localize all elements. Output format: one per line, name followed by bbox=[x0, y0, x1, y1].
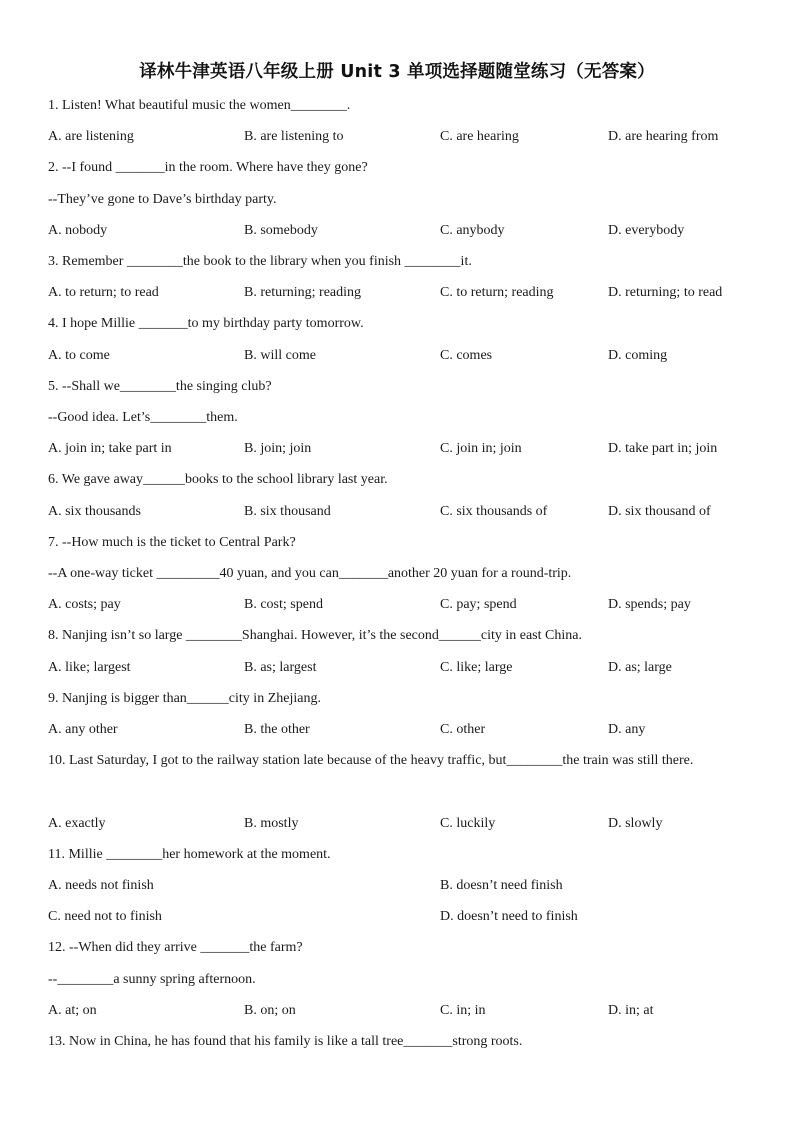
q9-option-b: B. the other bbox=[244, 722, 310, 737]
q1-option-d: D. are hearing from bbox=[608, 129, 719, 144]
q10-option-a: A. exactly bbox=[48, 816, 106, 831]
q2-option-c: C. anybody bbox=[440, 223, 505, 238]
q6-option-b: B. six thousand bbox=[244, 504, 331, 519]
q6-option-c: C. six thousands of bbox=[440, 504, 548, 519]
q9-option-a: A. any other bbox=[48, 722, 118, 737]
q8-option-a: A. like; largest bbox=[48, 660, 131, 675]
q1-option-c: C. are hearing bbox=[440, 129, 519, 144]
q7-option-d: D. spends; pay bbox=[608, 597, 691, 612]
q12-option-d: D. in; at bbox=[608, 1003, 654, 1018]
q6-option-a: A. six thousands bbox=[48, 504, 141, 519]
q12-option-a: A. at; on bbox=[48, 1003, 97, 1018]
q8-option-b: B. as; largest bbox=[244, 660, 317, 675]
q1-option-b: B. are listening to bbox=[244, 129, 344, 144]
q4-option-d: D. coming bbox=[608, 348, 668, 363]
question-5-line-2: --Good idea. Let’s________them. bbox=[48, 410, 238, 425]
q2-option-a: A. nobody bbox=[48, 223, 108, 238]
q7-option-b: B. cost; spend bbox=[244, 597, 323, 612]
q11-option-d: D. doesn’t need to finish bbox=[440, 909, 578, 924]
q4-option-c: C. comes bbox=[440, 348, 493, 363]
question-5: 5. --Shall we________the singing club? bbox=[48, 379, 272, 394]
question-12: 12. --When did they arrive _______the farm? bbox=[48, 940, 303, 955]
q1-option-a: A. are listening bbox=[48, 129, 134, 144]
question-1: 1. Listen! What beautiful music the women________. bbox=[48, 98, 351, 113]
q5-option-d: D. take part in; join bbox=[608, 441, 718, 456]
q3-option-d: D. returning; to read bbox=[608, 285, 723, 300]
q9-option-c: C. other bbox=[440, 722, 486, 737]
q4-option-a: A. to come bbox=[48, 348, 110, 363]
q9-option-d: D. any bbox=[608, 722, 646, 737]
q5-option-b: B. join; join bbox=[244, 441, 312, 456]
q3-option-c: C. to return; reading bbox=[440, 285, 554, 300]
q7-option-c: C. pay; spend bbox=[440, 597, 517, 612]
q11-option-b: B. doesn’t need finish bbox=[440, 878, 563, 893]
question-7: 7. --How much is the ticket to Central Park? bbox=[48, 535, 296, 550]
q10-option-d: D. slowly bbox=[608, 816, 663, 831]
question-8: 8. Nanjing isn’t so large ________Shanghai. However, it’s the second______city in east China. bbox=[48, 628, 582, 643]
question-9: 9. Nanjing is bigger than______city in Zhejiang. bbox=[48, 691, 321, 706]
q6-option-d: D. six thousand of bbox=[608, 504, 711, 519]
page-title: 译林牛津英语八年级上册 Unit 3 单项选择题随堂练习（无答案） bbox=[139, 62, 655, 82]
question-12-line-2: --________a sunny spring afternoon. bbox=[48, 972, 256, 987]
q5-option-c: C. join in; join bbox=[440, 441, 522, 456]
question-2-line-2: --They’ve gone to Dave’s birthday party. bbox=[48, 192, 277, 207]
question-11: 11. Millie ________her homework at the moment. bbox=[48, 847, 331, 862]
q3-option-b: B. returning; reading bbox=[244, 285, 362, 300]
q10-option-b: B. mostly bbox=[244, 816, 299, 831]
question-2: 2. --I found _______in the room. Where have they gone? bbox=[48, 160, 368, 175]
question-3: 3. Remember ________the book to the library when you finish ________it. bbox=[48, 254, 472, 269]
question-7-line-2: --A one-way ticket _________40 yuan, and you can_______another 20 yuan for a round-trip. bbox=[48, 566, 572, 581]
q8-option-c: C. like; large bbox=[440, 660, 513, 675]
question-13: 13. Now in China, he has found that his family is like a tall tree_______strong roots. bbox=[48, 1034, 523, 1049]
question-6: 6. We gave away______books to the school library last year. bbox=[48, 472, 388, 487]
q12-option-b: B. on; on bbox=[244, 1003, 296, 1018]
q11-option-c: C. need not to finish bbox=[48, 909, 162, 924]
q2-option-b: B. somebody bbox=[244, 223, 318, 238]
q3-option-a: A. to return; to read bbox=[48, 285, 159, 300]
q5-option-a: A. join in; take part in bbox=[48, 441, 172, 456]
q12-option-c: C. in; in bbox=[440, 1003, 486, 1018]
q8-option-d: D. as; large bbox=[608, 660, 672, 675]
q4-option-b: B. will come bbox=[244, 348, 316, 363]
q10-option-c: C. luckily bbox=[440, 816, 496, 831]
q11-option-a: A. needs not finish bbox=[48, 878, 154, 893]
question-10: 10. Last Saturday, I got to the railway station late because of the heavy traffic, but________the train was still there. bbox=[48, 753, 694, 768]
q2-option-d: D. everybody bbox=[608, 223, 685, 238]
question-4: 4. I hope Millie _______to my birthday party tomorrow. bbox=[48, 316, 364, 331]
q7-option-a: A. costs; pay bbox=[48, 597, 121, 612]
